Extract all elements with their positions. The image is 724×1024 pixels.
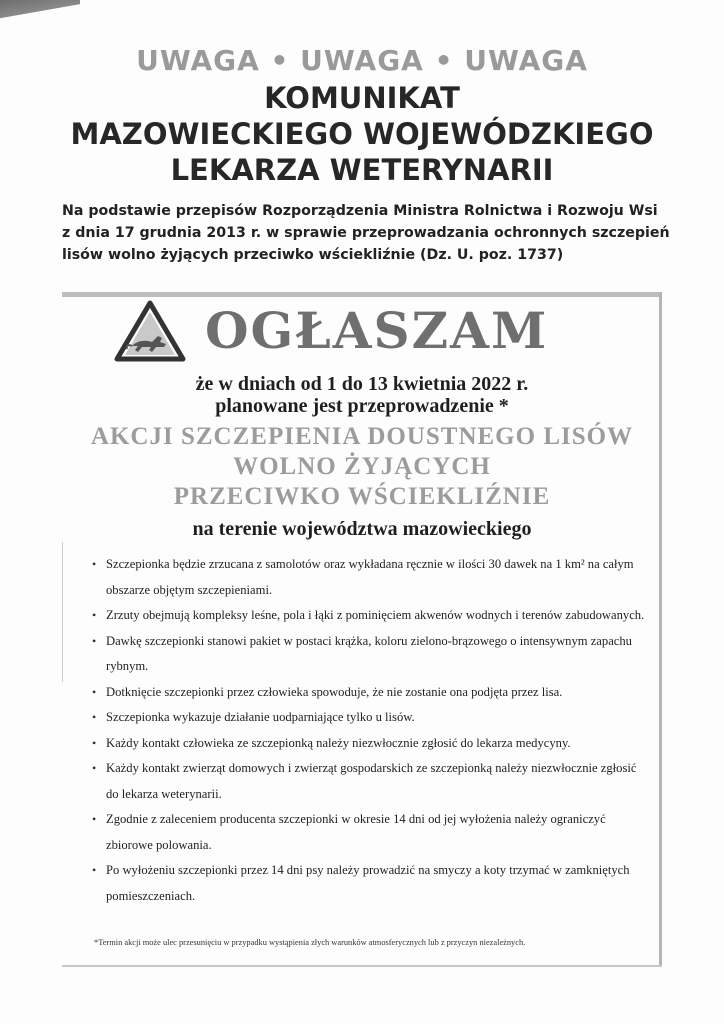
warning-triangle-fox-icon — [114, 300, 186, 362]
list-item — [92, 705, 652, 731]
bullet-dot: • — [92, 557, 97, 571]
frame-top-border — [62, 292, 662, 297]
list-item-text: Szczepionka wykazuje działanie uodparniające tylko u lisów. — [106, 710, 415, 724]
list-item-text: Zgodnie z zaleceniem producenta szczepionki w okresie 14 dni od jej wyłożenia należy ograniczyć zbiorowe polowania. — [106, 812, 606, 852]
legal-basis — [62, 200, 682, 266]
list-item — [92, 603, 652, 629]
rules-list — [92, 552, 652, 909]
list-item — [92, 552, 652, 603]
list-item — [92, 629, 652, 680]
frame-bottom-border — [62, 965, 662, 967]
announcement-heading: OGŁASZAM — [205, 301, 549, 360]
list-item-text: Każdy kontakt człowieka ze szczepionką należy niezwłocznie zgłosić do lekarza medycyny. — [106, 735, 571, 750]
list-item — [92, 680, 652, 706]
bullet-dot: • — [92, 812, 97, 826]
list-item — [92, 858, 652, 909]
title-lekarza: LEKARZA WETERYNARII — [170, 153, 554, 187]
scan-corner-shadow — [0, 0, 80, 26]
uwaga-banner: UWAGA • UWAGA • UWAGA — [136, 44, 588, 77]
list-item — [92, 756, 652, 807]
list-item — [92, 807, 652, 858]
bullet-dot: • — [92, 761, 97, 775]
list-item-text: Dotknięcie szczepionki przez człowieka spowoduje, że nie zostanie ona podjęta przez lisa. — [106, 684, 563, 699]
title-komunikat: KOMUNIKAT — [264, 81, 460, 115]
bullet-dot: • — [92, 608, 97, 622]
area-line: na terenie województwa mazowieckiego — [192, 518, 532, 540]
bullet-dot: • — [92, 735, 97, 750]
action-title-line: AKCJI SZCZEPIENIA DOUSTNEGO LISÓW — [90, 423, 634, 450]
list-item-text: Dawkę szczepionki stanowi pakiet w postaci krążka, koloru zielono-brązowego o intensywnym zapachu rybnym. — [106, 633, 632, 673]
bullet-dot: • — [92, 684, 97, 699]
legal-basis-line: Na podstawie przepisów Rozporządzenia Ministra Rolnictwa i Rozwoju Wsi — [62, 203, 658, 219]
frame-left-border — [62, 542, 63, 682]
list-item-text: Szczepionka będzie zrzucana z samolotów oraz wykładana ręcznie w ilości 30 dawek na 1 km² na całym obszarze objętym szczepieniami. — [106, 557, 634, 597]
list-item-text: Każdy kontakt zwierząt domowych i zwierząt gospodarskich ze szczepionką należy niezwłocznie zgłosić do lekarza weterynarii. — [106, 761, 637, 801]
title-mazowieckiego: MAZOWIECKIEGO WOJEWÓDZKIEGO — [70, 117, 654, 151]
footnote: *Termin akcji może ulec przesunięciu w przypadku wystąpienia złych warunków atmosferycznych lub z przyczyn niezależnych. — [94, 938, 526, 947]
bullet-dot: • — [92, 863, 97, 877]
action-title-line: WOLNO ŻYJĄCYCH — [233, 453, 491, 480]
list-item — [92, 731, 652, 757]
legal-basis-line: lisów wolno żyjących przeciwko wściekliźnie (Dz. U. poz. 1737) — [62, 247, 564, 263]
list-item-text: Zrzuty obejmują kompleksy leśne, pola i łąki z pominięciem akwenów wodnych i terenów zabudowanych. — [106, 608, 645, 622]
action-title-line: PRZECIWKO WŚCIEKLIŹNIE — [173, 483, 551, 510]
bullet-dot: • — [92, 633, 97, 648]
legal-basis-line: z dnia 17 grudnia 2013 r. w sprawie przeprowadzania ochronnych szczepień — [62, 225, 670, 241]
list-item-text: Po wyłożeniu szczepionki przez 14 dni psy należy prowadzić na smyczy a koty trzymać w zamkniętych pomieszczeniach. — [106, 863, 630, 903]
dates-line: że w dniach od 1 do 13 kwietnia 2022 r. — [195, 373, 529, 395]
planned-line: planowane jest przeprowadzenie * — [215, 395, 509, 417]
bullet-dot: • — [92, 710, 97, 724]
